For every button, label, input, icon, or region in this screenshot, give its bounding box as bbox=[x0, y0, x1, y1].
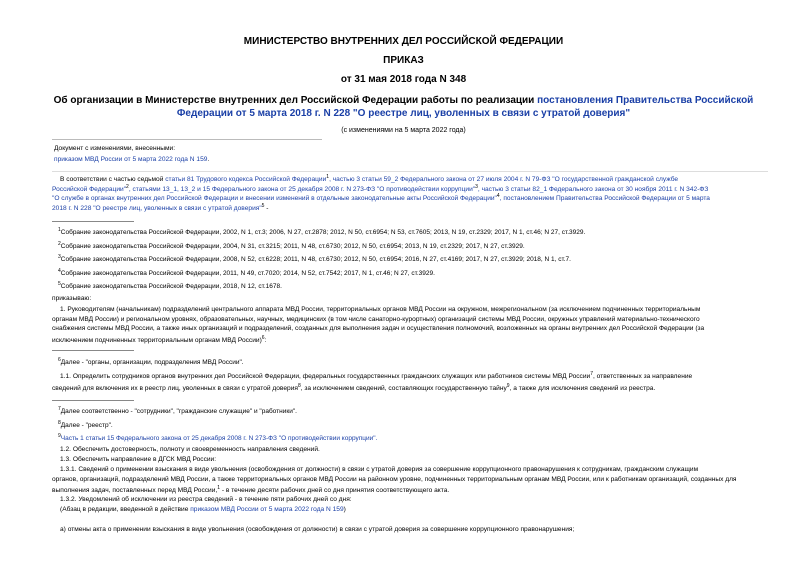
footnote-4-text: Собрание законодательства Российской Федерации, 2011, N 49, ст.7020; 2014, N 52, ст.7542; 2017, N 1, ст.46; N 27, ст.3929. bbox=[60, 269, 435, 277]
preamble-line-2: Российской Федерации"$^2$, статьями 13_1, 13_2 и 15 Федерального закона от 25 декабря 2008 г. N 273-ФЗ "О противодействии коррупции"$^3$, частью 3 статьи 82_1 Федерального закона от 30 ноября 2011 г. N 342-ФЗ bbox=[52, 183, 709, 193]
document-title bbox=[40, 95, 767, 120]
p131-line-1: 1.3.1. Сведений о применении взыскания в виде увольнения (освобождения от должности) в связи с утратой доверия за совершение коррупционного правонарушения к сотрудникам, гражданским служащим bbox=[60, 466, 699, 473]
p1-end: : bbox=[264, 336, 267, 344]
footnote-3-text: Собрание законодательства Российской Федерации, 2008, N 52, ст.6228; 2011, N 48, ст.6730; 2012, N 50, ст.6954; 2016, N 27, ст.4169; 2017, N 27, ст.3929; 2018, N 1, ст.7. bbox=[60, 256, 571, 264]
p13: 1.3. Обеспечить направление в ДГСК МВД России: bbox=[60, 456, 217, 463]
footnotes-rule bbox=[52, 221, 134, 222]
preamble-line-1: В соответствии с частью седьмой статьи 81 Трудового кодекса Российской Федерации$^1$, частью 3 статьи 59_2 Федерального закона от 27 июля 2004 г. N 79-ФЗ "О государственной гражданской службе bbox=[60, 174, 679, 184]
footnote-7-rule bbox=[52, 400, 134, 401]
p1-line-4: исключением подчиненных территориальным органам МВД России)$^6$: bbox=[52, 334, 267, 344]
law-79-link-cont[interactable]: Российской Федерации" bbox=[52, 185, 127, 193]
p1-line-3: снабжения системы МВД России, а также иных организаций и подразделений, созданных для выполнения задач и осуществления полномочий, возложенных на органы внутренних дел Российской Федерации (за bbox=[52, 325, 705, 332]
changes-label: Документ с изменениями, внесенными: bbox=[54, 145, 176, 152]
preamble-line-4: 2018 г. N 228 "О реестре лиц, уволенных в связи с утратой доверия"$^5$ - bbox=[52, 202, 269, 212]
law-79-link[interactable]: , частью 3 статьи 59_2 Федерального закона от 27 июля 2004 г. N 79-ФЗ "О государственной гражданской службе bbox=[329, 176, 679, 184]
changes-line bbox=[54, 155, 209, 164]
title-decree-link[interactable]: постановления Правительства Российской Федерации от 5 марта 2018 г. N 228 "О реестре лиц, уволенных в связи с утратой доверия" bbox=[176, 95, 754, 119]
footnote-8: $^8$Далее - "реестр". bbox=[58, 419, 113, 429]
p12: 1.2. Обеспечить достоверность, полноту и своевременность направления сведений. bbox=[60, 446, 320, 453]
footnote-3: $^3$Собрание законодательства Российской Федерации, 2008, N 52, ст.6228; 2011, N 48, ст.6730; 2012, N 50, ст.6954; 2016, N 27, ст.4169; 2017, N 27, ст.3929; 2018, N 1, ст.7. bbox=[58, 254, 571, 264]
preamble-text: В соответствии с частью седьмой bbox=[60, 176, 166, 184]
p131-text-b: - в течение десяти рабочих дней со дня принятия соответствующего акта. bbox=[220, 487, 450, 495]
p11-text-e: , а также для исключения сведений из реестра. bbox=[509, 385, 656, 393]
p11-text-c: сведений для включения их в реестр лиц, уволенных в связи с утратой доверия bbox=[52, 385, 298, 393]
law-342-link-cont[interactable]: "О службе в органах внутренних дел Российской Федерации и внесении изменений в отдельные законодательные акты Российской Федерации" bbox=[52, 195, 497, 203]
p11-text-a: 1.1. Определить сотрудников органов внутренних дел Российской Федерации, федеральных государственных гражданских служащих или работников системы МВД России bbox=[60, 373, 591, 381]
footnote-2: $^2$Собрание законодательства Российской Федерации, 2004, N 31, ст.3215; 2011, N 48, ст.6730; 2012, N 50, ст.6954; 2013, N 19, ст.2329; 2017, N 27, ст.3929. bbox=[58, 240, 525, 250]
pa: а) отмены акта о применении взыскания в виде увольнения (освобождения от должности) в связи с утратой доверия за совершение коррупционного правонарушения; bbox=[60, 526, 575, 533]
p131-line-3: выполнения задач, поставленных перед МВД России,$^1$ - в течение десяти рабочих дней со дня принятия соответствующего акта. bbox=[52, 485, 450, 495]
preamble-dash: - bbox=[264, 204, 269, 212]
footnote-9-link[interactable]: Часть 1 статьи 15 Федерального закона от 25 декабря 2008 г. N 273-ФЗ "О противодействии коррупции". bbox=[60, 435, 378, 443]
decree-228-link-cont[interactable]: 2018 г. N 228 "О реестре лиц, уволенных в связи с утратой доверия" bbox=[52, 204, 262, 212]
footnote-5-text: Собрание законодательства Российской Федерации, 2018, N 12, ст.1678. bbox=[60, 283, 282, 291]
p1-line-4-text: исключением подчиненных территориальным органам МВД России) bbox=[52, 336, 262, 344]
footnote-6: $^6$Далее - "органы, организации, подразделения МВД России". bbox=[58, 357, 244, 367]
changes-end: . bbox=[207, 156, 210, 163]
footnote-4: $^4$Собрание законодательства Российской Федерации, 2011, N 49, ст.7020; 2014, N 52, ст.7542; 2017, N 1, ст.46; N 27, ст.3929. bbox=[58, 267, 435, 277]
order-word: приказываю: bbox=[52, 295, 92, 302]
footnote-9: $^9$Часть 1 статьи 15 Федерального закона от 25 декабря 2008 г. N 273-ФЗ "О противодействии коррупции". bbox=[58, 433, 378, 443]
changes-link[interactable]: приказом МВД России от 5 марта 2022 года N 159 bbox=[54, 156, 208, 163]
footnote-8-text: Далее - "реестр". bbox=[60, 421, 113, 429]
law-273-link[interactable]: , статьями 13_1, 13_2 и 15 Федерального закона от 25 декабря 2008 г. N 273-ФЗ "О противодействии коррупции" bbox=[128, 185, 476, 193]
law-342-link[interactable]: , частью 3 статьи 82_1 Федерального закона от 30 ноября 2011 г. N 342-ФЗ bbox=[477, 185, 709, 193]
p11-text-d: , за исключением сведений, составляющих государственную тайну bbox=[300, 385, 507, 393]
p132-note-a: (Абзац в редакции, введенной в действие bbox=[60, 506, 191, 513]
p11-line-1: 1.1. Определить сотрудников органов внутренних дел Российской Федерации, федеральных государственных гражданских служащих или работников системы МВД России$^7$, ответственных за направление bbox=[60, 371, 693, 381]
footnote-5: $^5$Собрание законодательства Российской Федерации, 2018, N 12, ст.1678. bbox=[58, 281, 282, 291]
p132-note-link[interactable]: приказом МВД России от 5 марта 2022 года N 159 bbox=[190, 506, 344, 513]
preamble-line-3: "О службе в органах внутренних дел Российской Федерации и внесении изменений в отдельные законодательные акты Российской Федерации"$^4$, постановлением Правительства Российской Федерации от 5 марта bbox=[52, 193, 710, 203]
ministry-heading: МИНИСТЕРСТВО ВНУТРЕННИХ ДЕЛ РОССИЙСКОЙ ФЕДЕРАЦИИ bbox=[243, 36, 564, 47]
p132-note bbox=[60, 505, 346, 514]
doc-type-heading: ПРИКАЗ bbox=[383, 55, 424, 66]
footnote-6-text: Далее - "органы, организации, подразделения МВД России". bbox=[60, 359, 244, 367]
footnote-7-text: Далее соответственно - "сотрудники", "гражданские служащие" и "работники". bbox=[60, 408, 297, 416]
footnote-1: $^1$Собрание законодательства Российской Федерации, 2002, N 1, ст.3; 2006, N 27, ст.2878; 2012, N 50, ст.6954; N 53, ст.7605; 2013, N 19, ст.2329; 2017, N 1, ст.46; N 27, ст.3929. bbox=[58, 227, 586, 237]
p1-line-2: органам МВД России) и региональном уровнях, образовательных, научных, медицинских (в том числе санаторно-курортных) организаций системы МВД России, окружных управлений материально-технического bbox=[52, 315, 700, 323]
p132-note-b: ) bbox=[343, 506, 346, 513]
decree-228-link[interactable]: , постановлением Правительства Российской Федерации от 5 марта bbox=[499, 195, 710, 203]
changes-box bbox=[52, 139, 322, 166]
p11-text-b: , ответственных за направление bbox=[593, 373, 693, 381]
footnote-1-text: Собрание законодательства Российской Федерации, 2002, N 1, ст.3; 2006, N 27, ст.2878; 2012, N 50, ст.6954; N 53, ст.7605; 2013, N 19, ст.2329; 2017, N 1, ст.46; N 27, ст.3929. bbox=[60, 229, 586, 237]
p132: 1.3.2. Уведомлений об исключении из реестра сведений - в течение пяти рабочих дней со дня: bbox=[60, 496, 352, 503]
footnote-2-text: Собрание законодательства Российской Федерации, 2004, N 31, ст.3215; 2011, N 48, ст.6730; 2012, N 50, ст.6954; 2013, N 19, ст.2329; 2017, N 27, ст.3929. bbox=[60, 242, 525, 250]
title-prefix: Об организации в Министерстве внутренних дел Российской Федерации работы по реализации bbox=[53, 95, 538, 106]
date-number-heading: от 31 мая 2018 года N 348 bbox=[340, 74, 467, 85]
p131-line-2: органов, организаций, подразделений МВД России, а также территориальных органов МВД России на районном уровне, подчиненных территориальным органам МВД России, или к работникам организаций, созданных для bbox=[52, 475, 737, 483]
footnote-7: $^7$Далее соответственно - "сотрудники", "гражданские служащие" и "работники". bbox=[58, 406, 297, 416]
p11-line-2: сведений для включения их в реестр лиц, уволенных в связи с утратой доверия$^8$, за исключением сведений, составляющих государственную тайну$^9$, а также для исключения сведений из реестра. bbox=[52, 383, 656, 393]
labor-code-link[interactable]: статьи 81 Трудового кодекса Российской Федерации bbox=[165, 176, 327, 184]
edition-note: (с изменениями на 5 марта 2022 года) bbox=[341, 127, 466, 134]
divider bbox=[52, 171, 768, 172]
p131-text-a: выполнения задач, поставленных перед МВД России, bbox=[52, 487, 218, 495]
p1-line-1: 1. Руководителям (начальникам) подразделений центрального аппарата МВД России, территориальных органов МВД России на окружном, межрегиональном (за исключением подчиненных территориальным bbox=[60, 306, 701, 313]
footnote-6-rule bbox=[52, 350, 134, 351]
